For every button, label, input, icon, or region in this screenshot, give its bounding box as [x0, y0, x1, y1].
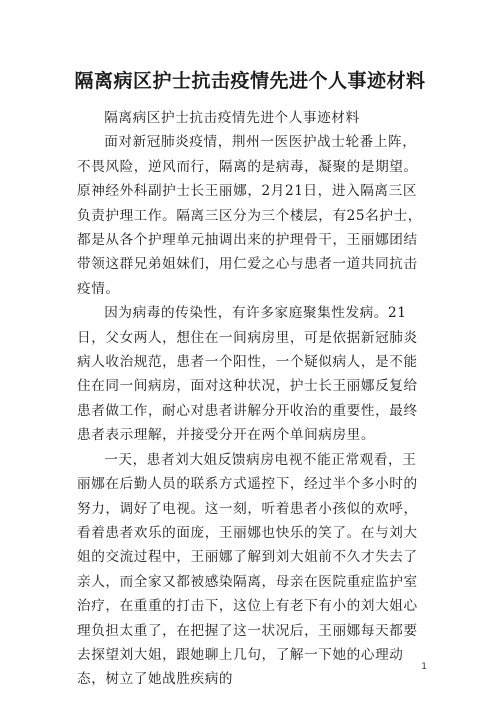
paragraph: 面对新冠肺炎疫情，荆州一医医护战士轮番上阵，不畏风险，逆风而行，隔离的是病毒，凝聚的是期望。原神经外科副护士长王丽娜，2月21日，进入隔离三区负责护理工作。隔离三区分为三个楼层，有25名护士，都是从各个护理单元抽调出来的护理骨干，王丽娜团结带领这群兄弟姐妹们，用仁爱之心与患者一道共同抗击疫情。: [77, 134, 422, 297]
paragraph: 一天，患者刘大姐反馈病房电视不能正常观看，王丽娜在后勤人员的联系方式遥控下，经过半个多小时的努力，调好了电视。这一刻，听着患者小孩似的欢呼，看着患者欢乐的面庞，王丽娜也快乐的笑了。在与刘大姐的交流过程中，王丽娜了解到刘大姐前不久才失去了亲人，而全家又都被感染隔离，母亲在医院重症监护室治疗，在重重的打击下，这位上有老下有小的刘大姐心理负担太重了，在把握了这一状况后，王丽娜每天都要去探望刘大姐，跟她聊上几句，了解一下她的心理动态，树立了她战胜疾病的: [77, 451, 418, 688]
document-title: 隔离病区护士抗击疫情先进个人事迹材料: [74, 70, 426, 92]
paragraph: 因为病毒的传染性，有许多家庭聚集性发病。21日，父女两人，想住在一间病房里，可是依据新冠肺炎病人收治规范，患者一个阳性，一个疑似病人，是不能住在同一间病房，面对这种状况，护士长王丽娜反复给患者做工作，耐心对患者讲解分开收治的重要性，最终患者表示理解，并接受分开在两个单间病房里。: [77, 305, 418, 444]
page-number: 1: [421, 662, 427, 672]
document-body: [77, 106, 427, 692]
paragraph: 隔离病区护士抗击疫情先进个人事迹材料: [104, 110, 360, 126]
